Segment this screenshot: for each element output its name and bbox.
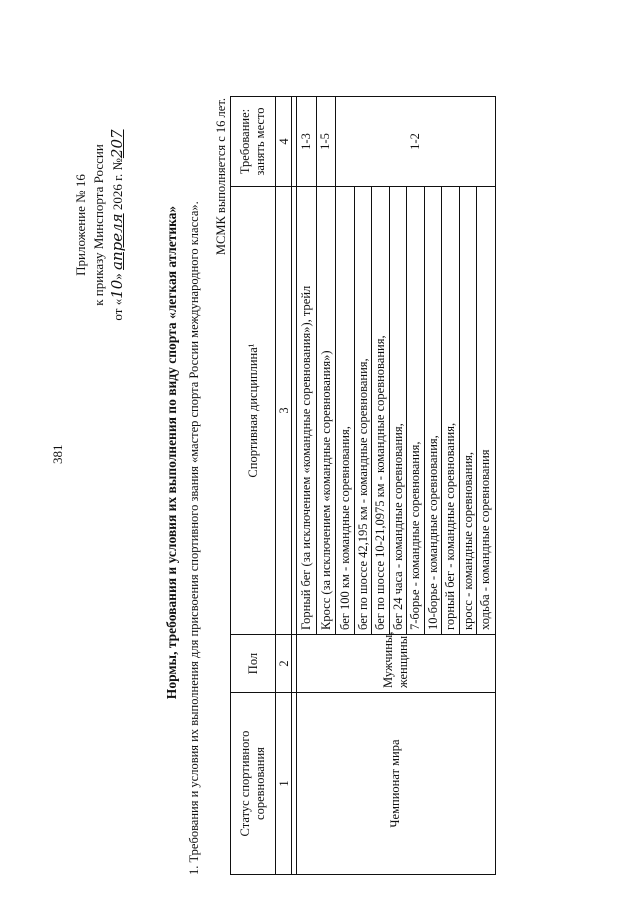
norms-table [230, 96, 496, 875]
age-note: МСМК выполняется с 16 лет. [214, 98, 228, 256]
status-cell: Чемпионат мира [297, 693, 496, 875]
appendix-number: Приложение № 16 [73, 174, 88, 276]
order-number: 207 [108, 129, 126, 159]
header-status: Статус спортивного соревнования [231, 693, 276, 875]
page-number: 381 [50, 444, 65, 464]
date-prefix: от « [110, 298, 125, 321]
header-place: Требование: занять место [231, 97, 276, 187]
header-row [231, 97, 276, 875]
discipline-line: Горный бег (за исключением «командные соревнования»), трейл [299, 285, 313, 630]
discipline-line: кросс - командные соревнования, [460, 187, 478, 634]
col-num-2: 2 [276, 635, 292, 693]
place-cell: 1-2 [336, 97, 496, 187]
column-number-row [276, 97, 292, 875]
place-cell: 1-5 [316, 97, 336, 187]
section-heading: 1. Требования и условия их выполнения для присвоения спортивного звания «мастер спорта России международного класса». [187, 201, 201, 875]
discipline-line: 7-борье - командные соревнования, [407, 187, 425, 634]
discipline-line: бег по шоссе 42,195 км - командные соревнования, [355, 187, 373, 634]
date-mid: » [110, 273, 125, 280]
discipline-cell [336, 187, 496, 635]
date-day: 10 [108, 279, 126, 299]
gender-cell: Мужчины, женщины [297, 635, 496, 693]
col-num-3: 3 [276, 187, 292, 635]
place-cell: 1-3 [297, 97, 317, 187]
discipline-line: горный бег - командные соревнования, [442, 187, 460, 634]
discipline-line: 10-борье - командные соревнования, [425, 187, 443, 634]
discipline-line: бег по шоссе 10-21,0975 км - командные соревнования, [372, 187, 390, 634]
col-num-4: 4 [276, 97, 292, 187]
discipline-line: бег 100 км - командные соревнования, [337, 187, 355, 634]
col-num-1: 1 [276, 693, 292, 875]
appendix-order: к приказу Минспорта России [91, 144, 106, 306]
discipline-line: бег 24 часа - командные соревнования, [390, 187, 408, 634]
date-year: 2026 г. № [110, 158, 125, 214]
discipline-line: ходьба - командные соревнования [478, 449, 492, 630]
appendix-date [108, 95, 127, 355]
header-discipline: Спортивная дисциплина¹ [231, 187, 276, 635]
date-month: апреля [108, 213, 126, 270]
document-title: Нормы, требования и условия их выполнения по виду спорта «легкая атлетика» [164, 205, 179, 700]
discipline-line: Кросс (за исключением «командные соревнования») [318, 350, 333, 630]
header-gender: Пол [231, 635, 276, 693]
discipline-cell [297, 187, 317, 635]
appendix-block [72, 95, 127, 355]
table-row [297, 97, 317, 875]
discipline-cell [316, 187, 336, 635]
